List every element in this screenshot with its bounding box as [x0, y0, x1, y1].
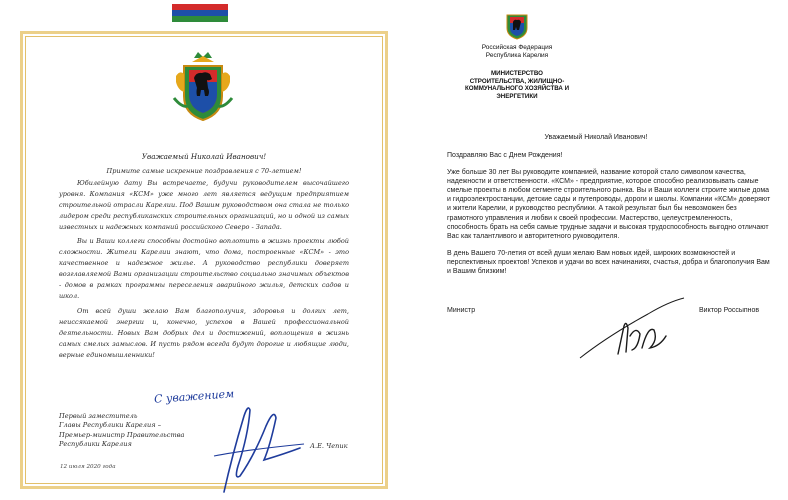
- letter-body-right: [447, 151, 773, 284]
- left-letter: [14, 4, 394, 492]
- karelia-flag: [172, 4, 228, 22]
- letterhead-region: [404, 44, 630, 60]
- letter-body-left: [59, 166, 349, 364]
- signature-right: [578, 296, 686, 364]
- paragraph: Юбилейную дату Вы встречаете, будучи руководителем высочайшего уровня. Компания «КСМ» уже много лет является ведущим предприятием строительной отрасли Карелии. Под Вашим руководством она стала не только лидером среди республиканских строительных организаций, но и одной из самых известных и надежных компаний российского Северо - Запада.: [59, 178, 349, 231]
- signer-line: Главы Республики Карелия –: [59, 421, 162, 430]
- karelia-coat-of-arms-icon: [172, 52, 234, 122]
- ministry-line: СТРОИТЕЛЬСТВА, ЖИЛИЩНО-: [469, 77, 565, 85]
- handwritten-note: С уважением: [153, 387, 235, 406]
- signer-title-right: Министр: [447, 307, 476, 314]
- karelia-coat-of-arms-icon: [504, 12, 530, 40]
- paragraph: Вы и Ваши коллеги способны достойно воплотить в жизнь проекты любой сложности. Жители Карелии знают, что дома, построенные «КСМ» - это качественное и надежное жилье. А руководство республики доверяет возглавляемой Вами организации строительство социально значимых объектов - домов в рамках программы переселения аварийного жилья, детских садов и школ.: [59, 237, 349, 300]
- letterhead-line: Российская Федерация: [481, 44, 553, 51]
- signer-line: Республики Карелия: [59, 440, 132, 449]
- signer-block-left: [59, 412, 185, 450]
- greeting-left: Уважаемый Николай Иванович!: [141, 152, 267, 161]
- ministry-line: ЭНЕРГЕТИКИ: [496, 92, 538, 100]
- paragraph: Примите самые искренние поздравления с 70-летием!: [106, 167, 302, 175]
- ministry-line: МИНИСТЕРСТВО: [491, 70, 543, 77]
- letterhead-line: Республика Карелия: [485, 52, 549, 59]
- paragraph: От всей души желаю Вам благополучия, здоровья и долгих лет, неиссякаемой энергии и, конечно, успехов в Вашей профессиональной деятельности. Новых Вам добрых дел и достижений, воплощения в жизнь самых смелых замыслов. И пусть рядом всегда будут дорогие и любящие люди, верные единомышленники!: [59, 306, 349, 359]
- signature-left: [204, 396, 314, 500]
- ministry-name: [404, 70, 630, 100]
- signer-name-right: Виктор Россыпнов: [699, 307, 760, 314]
- ministry-line: КОММУНАЛЬНОГО ХОЗЯЙСТВА И: [464, 85, 570, 93]
- paragraph: Поздравляю Вас с Днем Рождения!: [447, 152, 563, 159]
- greeting-right: Уважаемый Николай Иванович!: [544, 134, 648, 141]
- signer-name-left: А.Е. Чепик: [310, 442, 348, 450]
- signer-line: Премьер-министр Правительства: [59, 430, 185, 439]
- signer-line: Первый заместитель: [59, 412, 138, 420]
- paragraph: Уже больше 30 лет Вы руководите компанией, название которой стало символом качества, надежности и ответственности. «КСМ» - предприятие, которое способно реализовывать самые смелые проекты в любом сегменте строительного рынка. Вы и Ваши коллеги строите жилые дома и гидроэлектростанции, детские сады и путепроводы, дороги и школы. Компании «КСМ» доверяют и жители Карелии, и руководство республики. А такой результат был бы невозможен без грамотного управления и любви к своей профессии. Мастерство, целеустремленность, способность брать на себя самые трудные задачи и высокая трудоспособность выгодно отличают Вас как талантливого и авторитетного руководителя.: [447, 169, 771, 240]
- paragraph: В день Вашего 70-летия от всей души желаю Вам новых идей, широких возможностей и перспективных проектов! Успехов и удачи во всех начинаниях, счастья, добра и благополучия Вам и Вашим близким!: [447, 249, 770, 276]
- letter-date: 12 июля 2020 года: [60, 464, 116, 470]
- right-letter: [404, 0, 788, 496]
